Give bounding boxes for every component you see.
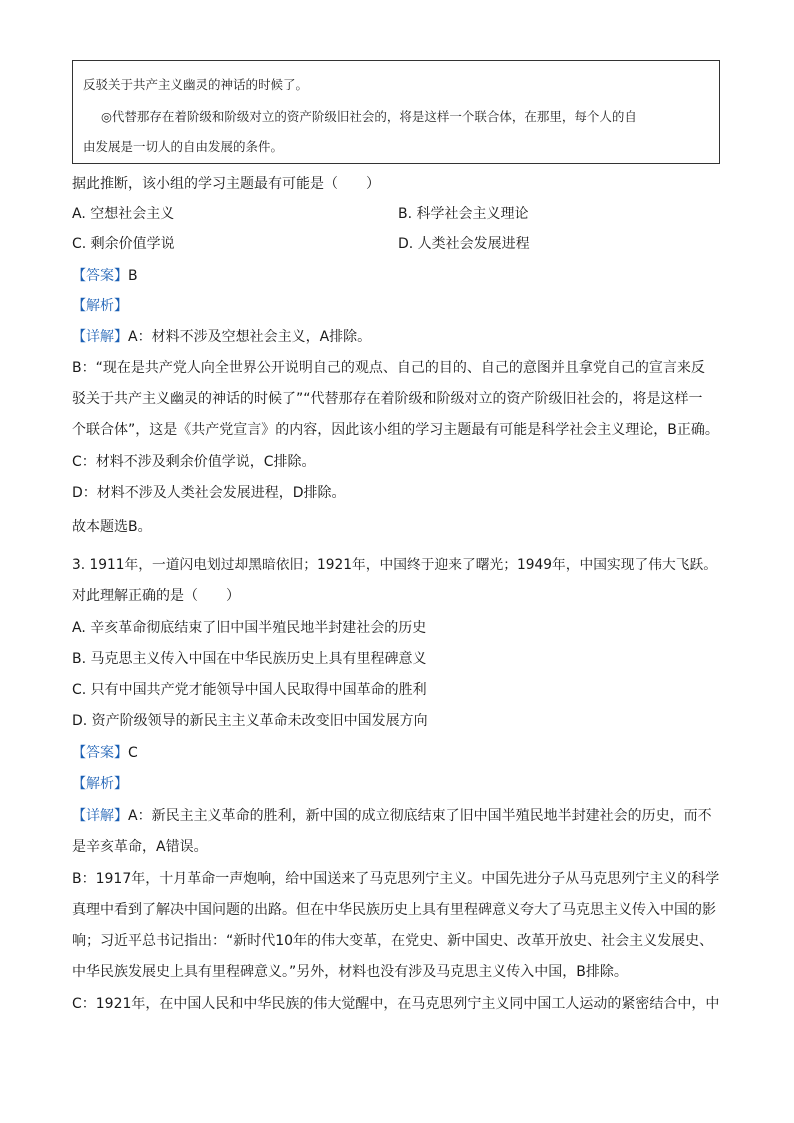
detail-text: A：材料不涉及空想社会主义，A排除。 bbox=[128, 329, 372, 345]
detail-line: C：1921年，在中国人民和中华民族的伟大觉醒中，在马克思列宁主义同中国工人运动的紧密结合中，中 bbox=[72, 996, 720, 1012]
detail-line: 是辛亥革命，A错误。 bbox=[72, 839, 208, 855]
material-line: 由发展是一切人的自由发展的条件。 bbox=[83, 139, 284, 154]
answer-value: C bbox=[128, 745, 138, 761]
detail-line: B：1917年，十月革命一声炮响，给中国送来了马克思列宁主义。中国先进分子从马克思列宁主义的科学 bbox=[72, 871, 720, 887]
option-c: C. 剩余价值学说 bbox=[72, 236, 175, 252]
detail-line: 中华民族发展史上具有里程碑意义。”另外，材料也没有涉及马克思主义传入中国，B排除。 bbox=[72, 964, 628, 980]
material-line: ◎代替那存在着阶级和阶级对立的资产阶级旧社会的，将是这样一个联合体，在那里，每个人的自 bbox=[101, 109, 637, 124]
detail-line: B：“现在是共产党人向全世界公开说明自己的观点、自己的目的、自己的意图并且拿党自己的宣言来反 bbox=[72, 360, 705, 376]
analysis-label: 【解析】 bbox=[72, 298, 128, 314]
answer-line bbox=[72, 266, 138, 286]
detail-label: 【详解】 bbox=[72, 329, 128, 345]
answer-label: 【答案】 bbox=[72, 745, 128, 761]
conclusion: 故本题选B。 bbox=[72, 519, 152, 535]
option-a: A. 辛亥革命彻底结束了旧中国半殖民地半封建社会的历史 bbox=[72, 620, 427, 636]
detail-line: 个联合体”，这是《共产党宣言》的内容，因此该小组的学习主题最有可能是科学社会主义理论，B正确。 bbox=[72, 422, 719, 438]
option-c: C. 只有中国共产党才能领导中国人民取得中国革命的胜利 bbox=[72, 682, 427, 698]
detail-line: 驳关于共产主义幽灵的神话的时候了”“代替那存在着阶级和阶级对立的资产阶级旧社会的，将是这样一 bbox=[72, 391, 703, 407]
detail-label: 【详解】 bbox=[72, 808, 128, 824]
option-b: B. 马克思主义传入中国在中华民族历史上具有里程碑意义 bbox=[72, 651, 427, 667]
answer-label: 【答案】 bbox=[72, 268, 128, 284]
detail-text: A：新民主主义革命的胜利，新中国的成立彻底结束了旧中国半殖民地半封建社会的历史，而不 bbox=[128, 808, 712, 824]
option-d: D. 人类社会发展进程 bbox=[398, 236, 530, 252]
detail-line: 响；习近平总书记指出：“新时代10年的伟大变革，在党史、新中国史、改革开放史、社会主义发展史、 bbox=[72, 933, 714, 949]
question-stem: 对此理解正确的是（ ） bbox=[72, 588, 240, 604]
analysis-label: 【解析】 bbox=[72, 776, 128, 792]
answer-value: B bbox=[128, 268, 138, 284]
material-box bbox=[72, 60, 720, 164]
option-d: D. 资产阶级领导的新民主主义革命未改变旧中国发展方向 bbox=[72, 713, 428, 729]
detail-line bbox=[72, 806, 712, 826]
option-a: A. 空想社会主义 bbox=[72, 206, 175, 222]
detail-line bbox=[72, 327, 371, 347]
question-stem: 据此推断，该小组的学习主题最有可能是（ ） bbox=[72, 176, 380, 192]
question-stem: 3. 1911年，一道闪电划过却黑暗依旧；1921年，中国终于迎来了曙光；1949年，中国实现了伟大飞跃。 bbox=[72, 557, 717, 573]
material-line: 反驳关于共产主义幽灵的神话的时候了。 bbox=[83, 77, 309, 92]
detail-line: D：材料不涉及人类社会发展进程，D排除。 bbox=[72, 485, 346, 501]
detail-line: 真理中看到了解决中国问题的出路。但在中华民族历史上具有里程碑意义夸大了马克思主义传入中国的影 bbox=[72, 902, 716, 918]
detail-line: C：材料不涉及剩余价值学说，C排除。 bbox=[72, 454, 316, 470]
answer-line bbox=[72, 743, 138, 763]
option-b: B. 科学社会主义理论 bbox=[398, 206, 529, 222]
